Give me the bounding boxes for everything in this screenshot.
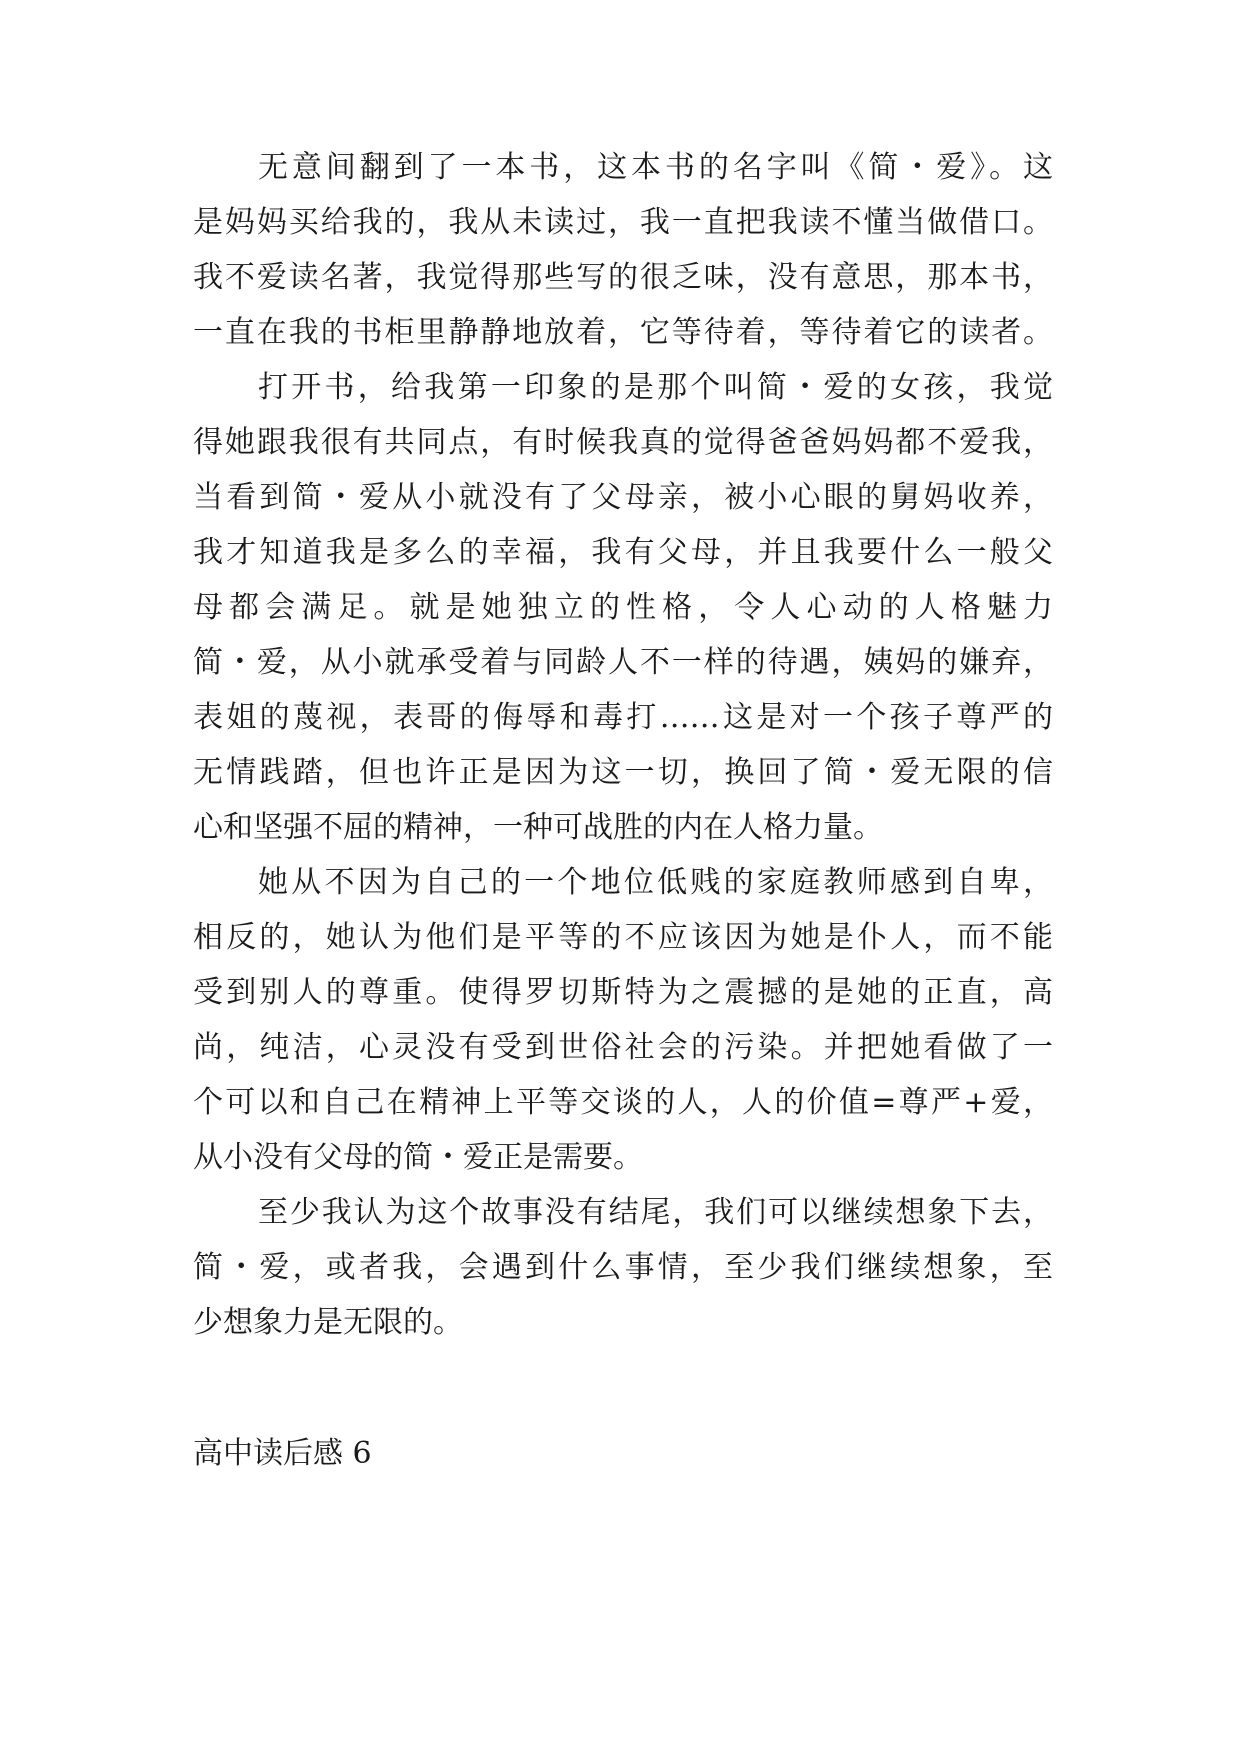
paragraph-line: 尚，纯洁，心灵没有受到世俗社会的污染。并把她看做了一	[193, 1030, 1053, 1065]
paragraph-line: 受到别人的尊重。使得罗切斯特为之震撼的是她的正直，高	[193, 975, 1053, 1010]
paragraph-line: 一直在我的书柜里静静地放着，它等待着，等待着它的读者。	[193, 315, 1053, 350]
paragraph-line: 无意间翻到了一本书，这本书的名字叫《简・爱》。这	[258, 150, 1053, 185]
paragraph-line: 少想象力是无限的。	[193, 1305, 463, 1340]
paragraph-line: 母都会满足。就是她独立的性格，令人心动的人格魅力	[193, 590, 1053, 625]
paragraph-line: 简・爱，从小就承受着与同龄人不一样的待遇，姨妈的嫌弃，	[193, 645, 1053, 680]
paragraph-line: 个可以和自己在精神上平等交谈的人，人的价值=尊严+爱，	[193, 1085, 1053, 1120]
paragraph-line: 打开书，给我第一印象的是那个叫简・爱的女孩，我觉	[258, 370, 1053, 405]
paragraph-line: 简・爱，或者我，会遇到什么事情，至少我们继续想象，至	[193, 1250, 1053, 1285]
paragraph-line: 从小没有父母的简・爱正是需要。	[193, 1140, 643, 1175]
paragraph-line: 她从不因为自己的一个地位低贱的家庭教师感到自卑，	[258, 865, 1053, 900]
paragraph-line: 我不爱读名著，我觉得那些写的很乏味，没有意思，那本书，	[193, 260, 1053, 295]
paragraph-line: 心和坚强不屈的精神，一种可战胜的内在人格力量。	[193, 810, 883, 845]
paragraph-line: 无情践踏，但也许正是因为这一切，换回了简・爱无限的信	[193, 755, 1053, 790]
paragraph-line: 当看到简・爱从小就没有了父母亲，被小心眼的舅妈收养，	[193, 480, 1053, 515]
section-heading: 高中读后感 6	[193, 1436, 372, 1471]
paragraph-line: 相反的，她认为他们是平等的不应该因为她是仆人，而不能	[193, 920, 1053, 955]
paragraph-line: 是妈妈买给我的，我从未读过，我一直把我读不懂当做借口。	[193, 205, 1053, 240]
paragraph-line: 得她跟我很有共同点，有时候我真的觉得爸爸妈妈都不爱我，	[193, 425, 1053, 460]
paragraph-line: 至少我认为这个故事没有结尾，我们可以继续想象下去，	[258, 1195, 1053, 1230]
paragraph-line: 我才知道我是多么的幸福，我有父母，并且我要什么一般父	[193, 535, 1053, 570]
paragraph-line: 表姐的蔑视，表哥的侮辱和毒打……这是对一个孩子尊严的	[193, 700, 1053, 735]
